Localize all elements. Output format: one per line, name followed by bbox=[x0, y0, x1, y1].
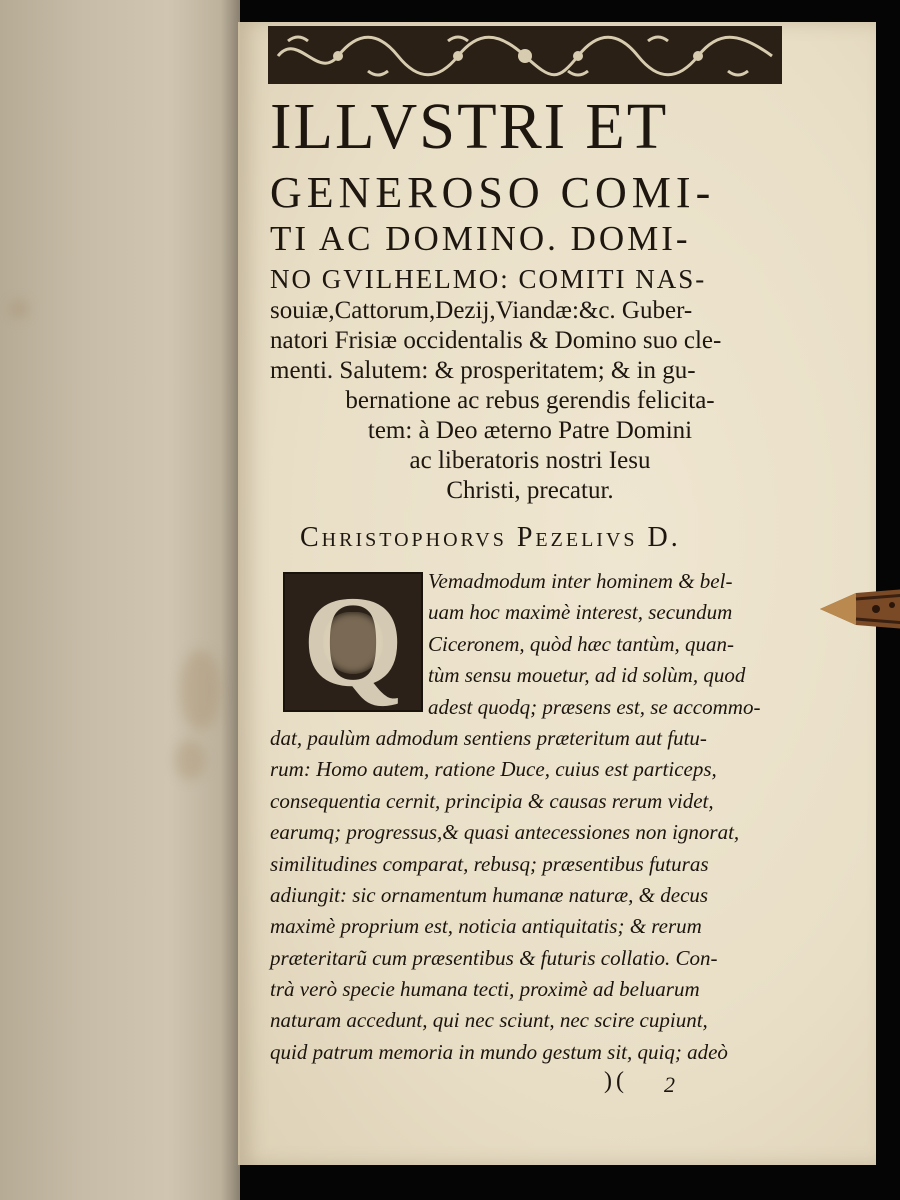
body-line: præteritarũ cum præsentibus & futuris collatio. Con- bbox=[270, 945, 718, 970]
dedication-title bbox=[270, 86, 790, 506]
body-line: Ciceronem, quòd hæc tantùm, quan- bbox=[428, 631, 735, 656]
title-line: bernatione ac rebus gerendis felicita- bbox=[345, 387, 715, 414]
title-line: menti. Salutem: & prosperitatem; & in gu- bbox=[270, 357, 696, 384]
title-line: TI AC DOMINO. DOMI- bbox=[270, 219, 691, 258]
facing-page bbox=[0, 0, 240, 1200]
body-line: maximè proprium est, noticia antiquitatis; & rerum bbox=[270, 914, 702, 939]
body-line: adiungit: sic ornamentum humanæ naturæ, & decus bbox=[270, 882, 709, 907]
title-line: tem: à Deo æterno Patre Domini bbox=[367, 417, 693, 444]
author-heading: Christophorvs Pezelivs D. bbox=[300, 522, 681, 553]
body-line: naturam accedunt, qui nec sciunt, nec scire cupiunt, bbox=[270, 1008, 708, 1033]
body-line: dat, paulùm admodum sentiens præteritum aut futu- bbox=[270, 725, 707, 750]
show-through-text bbox=[180, 560, 184, 586]
body-line: similitudines comparat, rebusq; præsentibus futuras bbox=[270, 851, 709, 876]
title-line: Christi, precatur. bbox=[446, 477, 614, 504]
foxing-stain bbox=[175, 740, 205, 780]
title-line: GENEROSO COMI- bbox=[270, 168, 716, 217]
title-line: natori Frisiæ occidentalis & Domino suo cle- bbox=[270, 327, 722, 354]
body-line: rum: Homo autem, ratione Duce, cuius est particeps, bbox=[270, 757, 717, 782]
body-line: quid patrum memoria in mundo gestum sit, quiq; adeò bbox=[270, 1039, 728, 1064]
body-line: earumq; progressus,& quasi antecessiones non ignorat, bbox=[270, 820, 740, 845]
body-line: consequentia cernit, principia & causas rerum videt, bbox=[270, 788, 714, 813]
signature-mark: )( bbox=[604, 1068, 628, 1094]
initial-letter: Q bbox=[302, 570, 404, 714]
body-line: Vemadmodum inter hominem & bel- bbox=[428, 569, 733, 593]
page-number: 2 bbox=[664, 1072, 675, 1097]
pen-pointer-icon bbox=[816, 585, 900, 633]
headpiece-ornament-icon bbox=[268, 26, 782, 84]
title-line: ac liberatoris nostri Iesu bbox=[409, 447, 651, 474]
foxing-spot bbox=[10, 300, 28, 318]
foxing-stain bbox=[180, 650, 220, 730]
body-line: tùm sensu mouetur, ad id solùm, quod bbox=[428, 663, 746, 688]
title-line: souiæ,Cattorum,Dezij,Viandæ:&c. Guber- bbox=[270, 297, 693, 324]
title-line: ILLVSTRI ET bbox=[270, 90, 669, 163]
body-line: adest quodq; præsens est, se accommo- bbox=[428, 694, 761, 719]
body-line: trà verò specie humana tecti, proximè ad beluarum bbox=[270, 977, 700, 1002]
ornamental-headpiece bbox=[268, 26, 782, 84]
body-text bbox=[270, 566, 810, 1068]
body-line: uam hoc maximè interest, secundum bbox=[428, 600, 733, 625]
title-line: NO GVILHELMO: COMITI NAS- bbox=[270, 264, 707, 294]
